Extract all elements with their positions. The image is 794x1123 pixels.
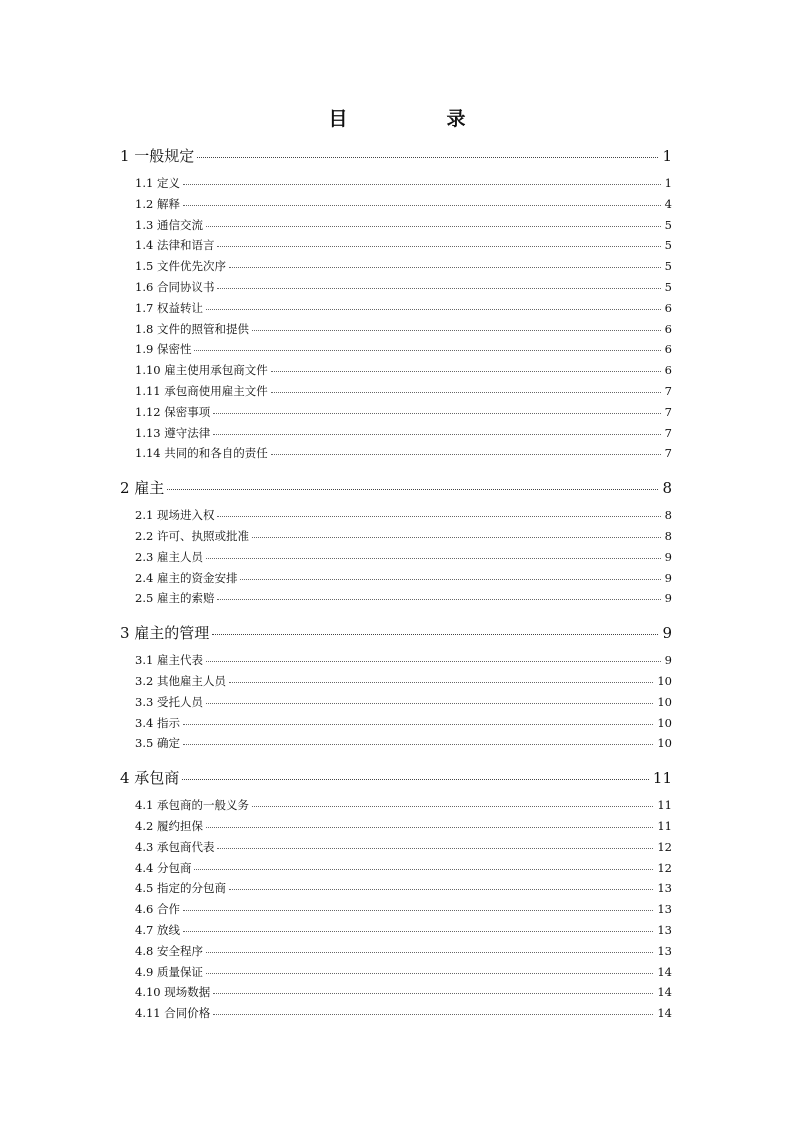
toc-entry-page: 1 (664, 176, 672, 190)
dot-leader (206, 226, 661, 227)
toc-section-entry[interactable] (135, 901, 672, 917)
toc-section-entry[interactable] (135, 383, 672, 399)
toc-section-entry[interactable] (135, 425, 672, 441)
toc-entry-page: 10 (657, 736, 672, 751)
dot-leader (213, 1014, 653, 1015)
toc-section-entry[interactable] (135, 321, 672, 337)
dot-leader (212, 634, 658, 635)
toc-entry-page: 11 (652, 769, 672, 788)
dot-leader (217, 516, 660, 517)
toc-section-entry[interactable] (135, 880, 672, 896)
toc-entry-label: 4.3 承包商代表 (135, 839, 215, 854)
dot-leader (217, 848, 653, 849)
toc-entry-page: 12 (657, 839, 672, 854)
toc-entry-label: 1.14 共同的和各自的责任 (135, 446, 268, 461)
toc-entry-label: 3.2 其他雇主人员 (135, 674, 226, 688)
toc-section-entry[interactable] (135, 258, 672, 274)
toc-entry-page: 13 (657, 902, 672, 917)
toc-entry-page: 5 (664, 280, 672, 294)
toc-section-entry[interactable] (135, 694, 672, 710)
toc-section-entry[interactable] (135, 217, 672, 233)
toc-entry-page: 7 (664, 446, 672, 461)
toc-section-entry[interactable] (135, 549, 672, 565)
dot-leader (206, 661, 661, 662)
dot-leader (213, 993, 653, 994)
toc-entry-label: 2.5 雇主的索赔 (135, 591, 215, 606)
toc-entry-label: 2.2 许可、执照或批准 (135, 529, 249, 543)
toc-entry-label: 1.3 通信交流 (135, 217, 203, 232)
toc-entry-label: 4.8 安全程序 (135, 943, 203, 958)
dot-leader (183, 724, 653, 725)
toc-section-entry[interactable] (135, 341, 672, 357)
dot-leader (213, 434, 660, 435)
toc-entry-label: 4.5 指定的分包商 (135, 881, 226, 896)
dot-leader (240, 579, 660, 580)
toc-entry-page: 9 (664, 591, 672, 606)
toc-chapter-entry[interactable] (120, 623, 672, 643)
toc-section-entry[interactable] (135, 300, 672, 316)
toc-section-entry[interactable] (135, 673, 672, 689)
dot-leader (206, 952, 653, 953)
dot-leader (271, 392, 661, 393)
toc-entry-page: 5 (664, 217, 672, 232)
toc-section-entry[interactable] (135, 715, 672, 731)
toc-section-entry[interactable] (135, 1005, 672, 1021)
toc-section-entry[interactable] (135, 984, 672, 1000)
toc-section-entry[interactable] (135, 175, 672, 191)
toc-entry-label: 3 雇主的管理 (120, 624, 210, 643)
toc-entry-label: 1.10 雇主使用承包商文件 (135, 363, 268, 378)
toc-section-entry[interactable] (135, 860, 672, 876)
toc-section-entry[interactable] (135, 735, 672, 751)
toc-entry-label: 4.4 分包商 (135, 860, 192, 875)
toc-entry-label: 3.5 确定 (135, 736, 180, 751)
toc-entry-page: 7 (664, 425, 672, 440)
toc-entry-page: 14 (657, 964, 672, 979)
dot-leader (271, 454, 661, 455)
toc-entry-label: 1.12 保密事项 (135, 404, 211, 419)
toc-entry-label: 1.7 权益转让 (135, 300, 203, 315)
toc-entry-label: 1.2 解释 (135, 196, 180, 211)
toc-entry-label: 4.11 合同价格 (135, 1006, 211, 1021)
toc-entry-label: 1.4 法律和语言 (135, 238, 215, 253)
toc-entry-label: 3.4 指示 (135, 715, 180, 730)
toc-entry-page: 5 (664, 238, 672, 253)
toc-entry-page: 13 (657, 923, 672, 937)
dot-leader (217, 288, 660, 289)
toc-section-entry[interactable] (135, 839, 672, 855)
dot-leader (183, 205, 661, 206)
dot-leader (229, 889, 653, 890)
toc-entry-page: 6 (664, 321, 672, 336)
toc-entry-page: 10 (657, 715, 672, 730)
toc-entry-label: 1.8 文件的照管和提供 (135, 321, 249, 336)
toc-entry-label: 1.13 遵守法律 (135, 425, 211, 440)
toc-section-entry[interactable] (135, 279, 672, 295)
dot-leader (252, 537, 661, 538)
toc-entry-label: 2.4 雇主的资金安排 (135, 570, 238, 585)
dot-leader (206, 703, 653, 704)
toc-entry-label: 4.6 合作 (135, 902, 180, 917)
toc-entry-page: 12 (657, 860, 672, 875)
dot-leader (194, 869, 653, 870)
toc-section-entry[interactable] (135, 362, 672, 378)
toc-entry-page: 7 (664, 384, 672, 398)
toc-section-entry[interactable] (135, 237, 672, 253)
toc-entry-page: 8 (662, 479, 672, 498)
toc-section-entry[interactable] (135, 196, 672, 212)
toc-entry-page: 8 (664, 529, 672, 543)
toc-entry-page: 10 (657, 694, 672, 709)
toc-entry-label: 4.7 放线 (135, 923, 180, 937)
toc-entry-label: 1.11 承包商使用雇主文件 (135, 384, 268, 398)
dot-leader (229, 267, 661, 268)
toc-entry-page: 14 (657, 985, 672, 1000)
toc-chapter-entry[interactable] (120, 146, 672, 166)
toc-entry-label: 2.3 雇主人员 (135, 549, 203, 564)
toc-entry-label: 1.1 定义 (135, 176, 180, 190)
toc-entry-page: 9 (662, 624, 672, 643)
dot-leader (206, 827, 653, 828)
dot-leader (206, 309, 661, 310)
toc-entry-label: 4.1 承包商的一般义务 (135, 798, 249, 813)
toc-section-entry[interactable] (135, 570, 672, 586)
dot-leader (206, 558, 661, 559)
toc-entry-page: 14 (657, 1006, 672, 1021)
dot-leader (194, 350, 660, 351)
toc-section-entry[interactable] (135, 964, 672, 980)
toc-entry-label: 1 一般规定 (120, 147, 195, 165)
toc-entry-label: 1.9 保密性 (135, 342, 192, 357)
toc-section-entry[interactable] (135, 507, 672, 523)
toc-entry-page: 13 (657, 881, 672, 896)
toc-entry-label: 3.1 雇主代表 (135, 653, 203, 668)
toc-entry-page: 9 (664, 549, 672, 564)
toc-entry-page: 5 (664, 259, 672, 274)
toc-entry-label: 2.1 现场进入权 (135, 508, 215, 523)
dot-leader (197, 157, 658, 158)
toc-entry-page: 4 (664, 196, 672, 211)
dot-leader (183, 184, 661, 185)
dot-leader (229, 682, 653, 683)
toc-chapter-entry[interactable] (120, 768, 672, 788)
toc-entry-label: 4.2 履约担保 (135, 819, 203, 833)
dot-leader (217, 246, 660, 247)
dot-leader (217, 599, 660, 600)
toc-entry-page: 6 (664, 363, 672, 378)
toc-entry-page: 11 (657, 819, 672, 833)
toc-entry-label: 1.6 合同协议书 (135, 280, 215, 294)
toc-entry-page: 9 (664, 570, 672, 585)
dot-leader (182, 779, 649, 780)
toc-section-entry[interactable] (135, 797, 672, 813)
toc-entry-label: 4 承包商 (120, 769, 180, 788)
toc-entry-page: 7 (664, 404, 672, 419)
dot-leader (213, 413, 660, 414)
toc-entry-page: 9 (664, 653, 672, 668)
toc-entry-label: 1.5 文件优先次序 (135, 259, 226, 274)
toc-entry-label: 4.10 现场数据 (135, 985, 211, 1000)
toc-section-entry[interactable] (135, 445, 672, 461)
toc-section-entry[interactable] (135, 943, 672, 959)
toc-section-entry[interactable] (135, 818, 672, 834)
toc-entry-label: 3.3 受托人员 (135, 694, 203, 709)
dot-leader (252, 806, 653, 807)
dot-leader (271, 371, 661, 372)
toc-entry-page: 8 (664, 508, 672, 523)
dot-leader (206, 973, 653, 974)
toc-entry-page: 6 (664, 342, 672, 357)
toc-entry-page: 1 (662, 147, 672, 165)
dot-leader (183, 910, 653, 911)
toc-entry-label: 4.9 质量保证 (135, 964, 203, 979)
toc-entry-page: 6 (664, 300, 672, 315)
toc-section-entry[interactable] (135, 528, 672, 544)
dot-leader (183, 744, 653, 745)
toc-section-entry[interactable] (135, 590, 672, 606)
toc-section-entry[interactable] (135, 652, 672, 668)
toc-section-entry[interactable] (135, 922, 672, 938)
toc-section-entry[interactable] (135, 404, 672, 420)
dot-leader (167, 489, 658, 490)
toc-chapter-entry[interactable] (120, 478, 672, 498)
dot-leader (252, 330, 661, 331)
toc-title: 目 录 (328, 108, 506, 130)
dot-leader (183, 931, 653, 932)
toc-entry-page: 11 (657, 798, 672, 813)
toc-entry-page: 13 (657, 943, 672, 958)
toc-entry-label: 2 雇主 (120, 479, 165, 498)
toc-entry-page: 10 (657, 674, 672, 688)
